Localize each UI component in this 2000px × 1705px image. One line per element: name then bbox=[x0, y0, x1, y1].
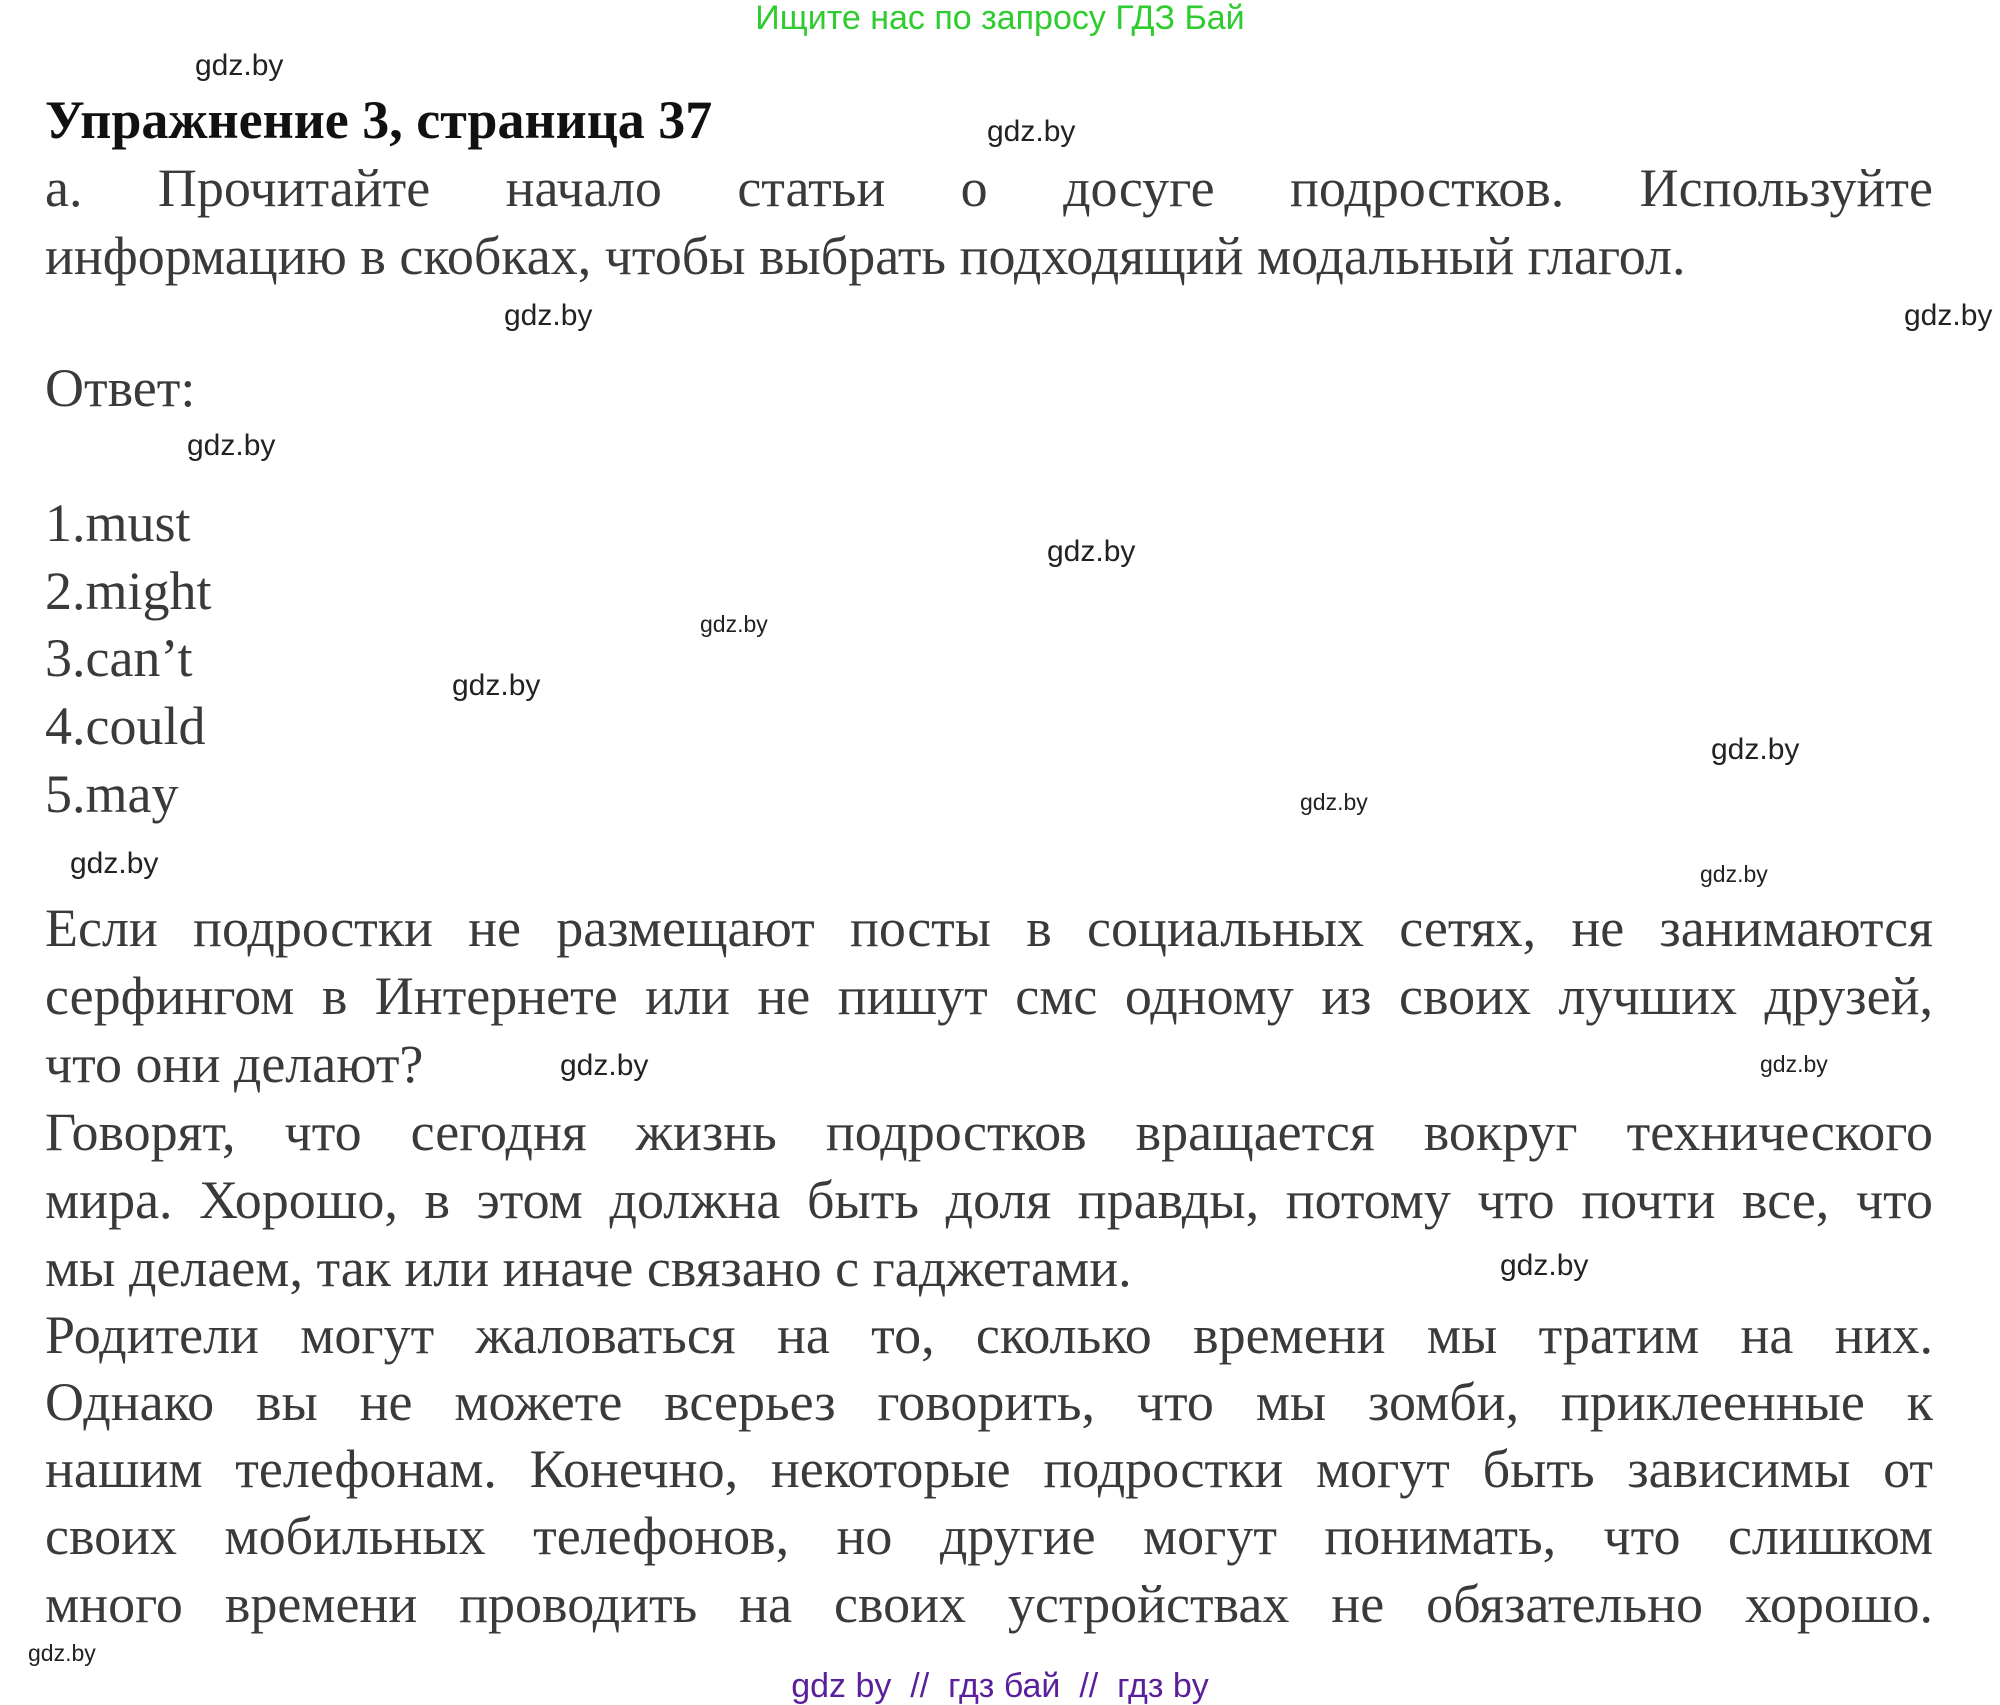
watermark: gdz.by bbox=[70, 847, 159, 880]
answer-item: 3.can’t bbox=[45, 628, 193, 688]
body-line: нашим телефонам. Конечно, некоторые подростки могут быть зависимы от bbox=[45, 1439, 1933, 1499]
body-line: Родители могут жаловаться на то, сколько времени мы тратим на них. bbox=[45, 1305, 1933, 1365]
answer-item: 4.could bbox=[45, 696, 206, 756]
watermark: gdz.by bbox=[700, 611, 768, 637]
watermark: gdz.by bbox=[1500, 1249, 1589, 1282]
watermark: gdz.by bbox=[1760, 1051, 1828, 1077]
body-line: серфингом в Интернете или не пишут смс одному из своих лучших друзей, bbox=[45, 966, 1933, 1026]
body-line: своих мобильных телефонов, но другие могут понимать, что слишком bbox=[45, 1506, 1933, 1566]
answer-item: 2.might bbox=[45, 561, 212, 621]
watermark: gdz.by bbox=[1711, 733, 1800, 766]
body-line: Если подростки не размещают посты в социальных сетях, не занимаются bbox=[45, 898, 1933, 958]
watermark: gdz.by bbox=[1300, 789, 1368, 815]
watermark: gdz.by bbox=[452, 669, 541, 702]
watermark: gdz.by bbox=[187, 429, 276, 462]
promo-header: Ищите нас по запросу ГДЗ Бай bbox=[755, 0, 1245, 37]
watermark: gdz.by bbox=[195, 49, 284, 82]
watermark: gdz.by bbox=[28, 1640, 96, 1666]
body-line: мира. Хорошо, в этом должна быть доля правды, потому что почти все, что bbox=[45, 1170, 1933, 1230]
footer-links: gdz by // гдз бай // гдз by bbox=[791, 1667, 1209, 1705]
watermark: gdz.by bbox=[987, 115, 1076, 148]
answer-item: 5.may bbox=[45, 764, 179, 824]
body-line: Однако вы не можете всерьез говорить, что мы зомби, приклеенные к bbox=[45, 1372, 1933, 1432]
body-line: много времени проводить на своих устройствах не обязательно хорошо. bbox=[45, 1574, 1933, 1634]
watermark: gdz.by bbox=[560, 1049, 649, 1082]
task-line: а. Прочитайте начало статьи о досуге подростков. Используйте bbox=[45, 158, 1933, 218]
body-line: Говорят, что сегодня жизнь подростков вращается вокруг технического bbox=[45, 1102, 1933, 1162]
watermark: gdz.by bbox=[1047, 535, 1136, 568]
watermark: gdz.by bbox=[1700, 861, 1768, 887]
body-line: что они делают? bbox=[45, 1034, 424, 1094]
task-line: информацию в скобках, чтобы выбрать подходящий модальный глагол. bbox=[45, 226, 1686, 286]
watermark: gdz.by bbox=[504, 299, 593, 332]
answer-label: Ответ: bbox=[45, 358, 196, 418]
watermark: gdz.by bbox=[1904, 299, 1993, 332]
page-title: Упражнение 3, страница 37 bbox=[45, 90, 713, 150]
body-line: мы делаем, так или иначе связано с гаджетами. bbox=[45, 1238, 1132, 1298]
answer-item: 1.must bbox=[45, 493, 191, 553]
